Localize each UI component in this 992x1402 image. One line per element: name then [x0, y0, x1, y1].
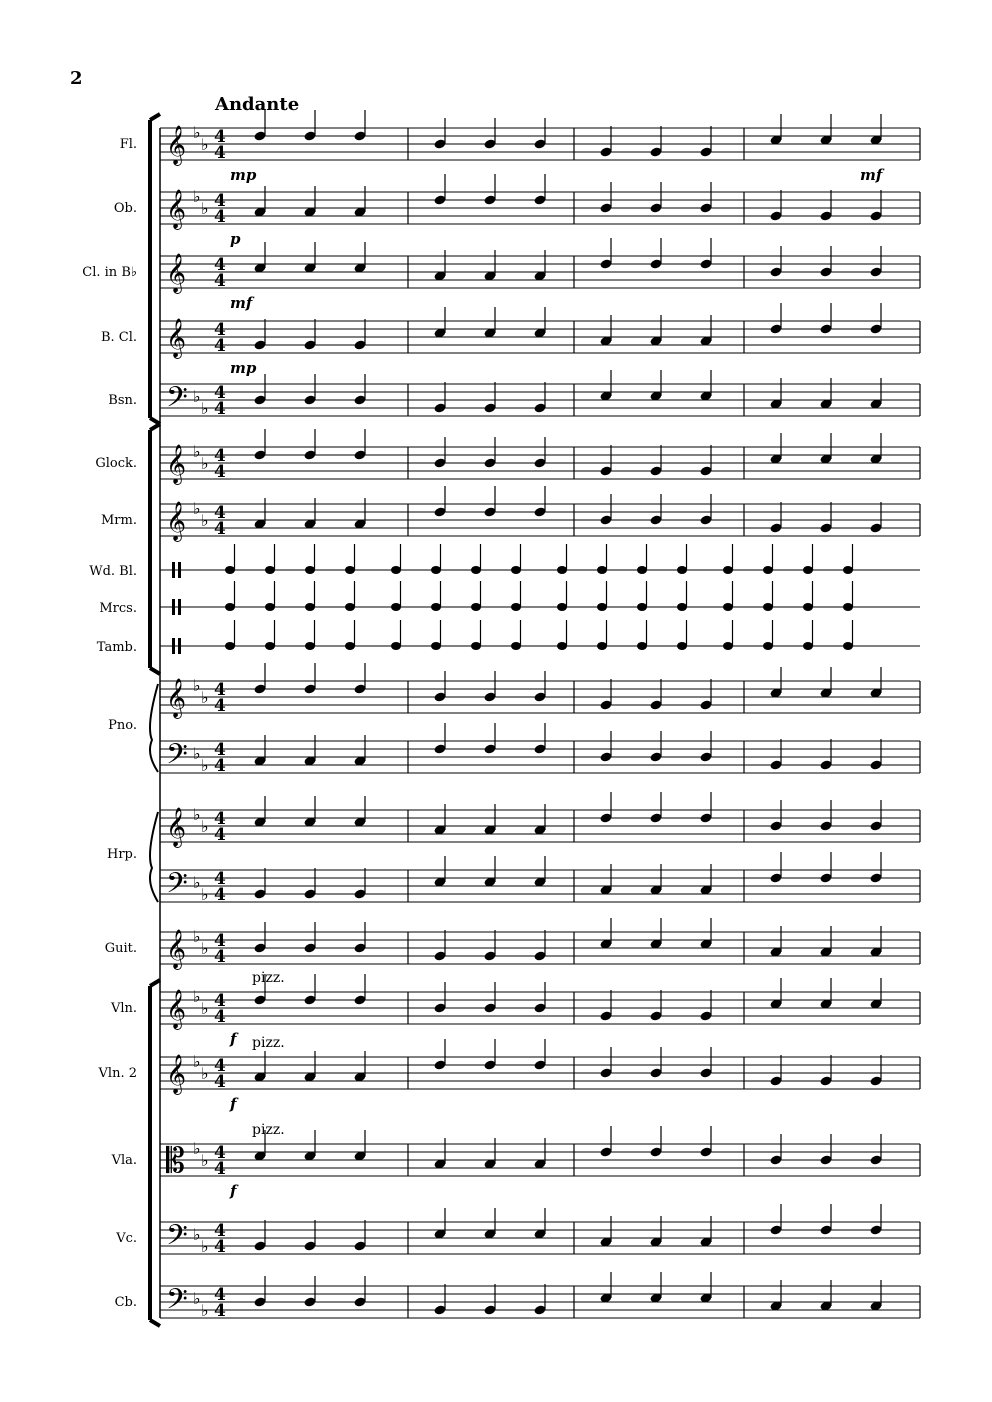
note-head [511, 566, 521, 574]
clef-symbol: 𝄞 [166, 1054, 187, 1094]
instrument-label: Vla. [111, 1153, 137, 1168]
time-signature-top: 4 [214, 320, 226, 340]
time-signature-top: 4 [214, 1221, 226, 1241]
note-head [345, 603, 355, 611]
dynamic-marking: p [230, 230, 241, 248]
percussion-clef [172, 638, 175, 654]
time-signature-top: 4 [214, 191, 226, 211]
time-signature-top: 4 [214, 931, 226, 951]
clef-symbol: 𝄞 [166, 807, 187, 847]
flat-sign: ♭ [193, 987, 201, 1006]
time-signature-top: 4 [214, 1143, 226, 1163]
instrument-label: Glock. [95, 456, 137, 471]
tempo-marking: Andante [215, 94, 300, 115]
percussion-clef [172, 599, 175, 615]
clef-symbol: 𝄞 [166, 678, 187, 718]
instrument-label: B. Cl. [100, 330, 137, 345]
note-head [431, 642, 441, 650]
flat-sign: ♭ [201, 756, 209, 775]
instrument-label: Tamb. [96, 640, 137, 655]
percussion-clef [172, 562, 175, 578]
note-head [265, 603, 275, 611]
note-head [471, 603, 481, 611]
note-head [723, 642, 733, 650]
note-head [723, 603, 733, 611]
note-head [225, 603, 235, 611]
flat-sign: ♭ [201, 688, 209, 707]
clef-symbol: 𝄞 [166, 929, 187, 969]
flat-sign: ♭ [201, 1237, 209, 1256]
flat-sign: ♭ [193, 1052, 201, 1071]
note-head [265, 566, 275, 574]
time-signature-bottom: 4 [214, 143, 226, 163]
technique-marking: pizz. [252, 970, 285, 986]
instrument-label: Pno. [108, 718, 137, 733]
clef-symbol: 𝄞 [166, 989, 187, 1029]
time-signature-bottom: 4 [214, 825, 226, 845]
note-head [803, 642, 813, 650]
note-head [637, 603, 647, 611]
note-head [511, 642, 521, 650]
note-head [225, 566, 235, 574]
time-signature-bottom: 4 [214, 1007, 226, 1027]
time-signature-top: 4 [214, 869, 226, 889]
clef-symbol: 𝄞 [166, 125, 187, 165]
instrument-label: Hrp. [106, 847, 137, 862]
technique-marking: pizz. [252, 1122, 285, 1138]
time-signature-top: 4 [214, 991, 226, 1011]
dynamic-marking: mf [860, 166, 883, 184]
time-signature-bottom: 4 [214, 756, 226, 776]
note-head [677, 566, 687, 574]
time-signature-bottom: 4 [214, 519, 226, 539]
flat-sign: ♭ [201, 199, 209, 218]
woodwind-bracket [150, 114, 160, 424]
time-signature-top: 4 [214, 809, 226, 829]
note-head [305, 642, 315, 650]
page-number: 2 [70, 68, 83, 89]
flat-sign: ♭ [201, 135, 209, 154]
note-head [597, 642, 607, 650]
clef-symbol: 𝄢 [166, 381, 188, 421]
clef-symbol: 𝄢 [166, 1283, 188, 1323]
flat-sign: ♭ [201, 999, 209, 1018]
flat-sign: ♭ [193, 442, 201, 461]
technique-marking: pizz. [252, 1035, 285, 1051]
note-head [557, 566, 567, 574]
note-head [677, 603, 687, 611]
time-signature-bottom: 4 [214, 399, 226, 419]
dynamic-marking: mp [230, 359, 257, 377]
instrument-label: Wd. Bl. [89, 564, 137, 579]
note-head [391, 642, 401, 650]
note-head [345, 566, 355, 574]
time-signature-top: 4 [214, 383, 226, 403]
note-head [557, 642, 567, 650]
note-head [597, 603, 607, 611]
clef-symbol: 𝄢 [166, 867, 188, 907]
instrument-label: Vc. [116, 1231, 137, 1246]
flat-sign: ♭ [193, 1225, 201, 1244]
note-head [305, 566, 315, 574]
dynamic-marking: f [230, 1095, 237, 1113]
time-signature-top: 4 [214, 680, 226, 700]
clef-symbol: 𝄢 [166, 1219, 188, 1259]
flat-sign: ♭ [201, 1301, 209, 1320]
time-signature-bottom: 4 [214, 1072, 226, 1092]
clef-symbol: 𝄡 [166, 1141, 185, 1181]
note-head [511, 603, 521, 611]
time-signature-bottom: 4 [214, 696, 226, 716]
note-head [843, 603, 853, 611]
instrument-label: Cb. [114, 1295, 137, 1310]
time-signature-top: 4 [214, 1285, 226, 1305]
note-head [843, 566, 853, 574]
note-head [471, 642, 481, 650]
time-signature-top: 4 [214, 127, 226, 147]
note-head [763, 603, 773, 611]
percussion-clef [178, 562, 181, 578]
note-head [557, 603, 567, 611]
clef-symbol: 𝄞 [166, 501, 187, 541]
flat-sign: ♭ [201, 939, 209, 958]
time-signature-bottom: 4 [214, 271, 226, 291]
clef-symbol: 𝄞 [166, 318, 187, 358]
time-signature-bottom: 4 [214, 336, 226, 356]
dynamic-marking: f [230, 1182, 237, 1200]
clef-symbol: 𝄞 [166, 253, 187, 293]
flat-sign: ♭ [193, 387, 201, 406]
time-signature-bottom: 4 [214, 1301, 226, 1321]
dynamic-marking: f [230, 1030, 237, 1048]
flat-sign: ♭ [193, 676, 201, 695]
time-signature-bottom: 4 [214, 947, 226, 967]
dynamic-marking: mp [230, 166, 257, 184]
note-head [723, 566, 733, 574]
note-head [431, 603, 441, 611]
time-signature-bottom: 4 [214, 207, 226, 227]
note-head [803, 603, 813, 611]
note-head [803, 566, 813, 574]
time-signature-bottom: 4 [214, 1237, 226, 1257]
clef-symbol: 𝄞 [166, 189, 187, 229]
instrument-label: Mrcs. [99, 601, 137, 616]
flat-sign: ♭ [193, 927, 201, 946]
note-head [843, 642, 853, 650]
note-head [677, 642, 687, 650]
note-head [391, 566, 401, 574]
note-head [225, 642, 235, 650]
time-signature-bottom: 4 [214, 1159, 226, 1179]
note-head [391, 603, 401, 611]
flat-sign: ♭ [201, 399, 209, 418]
time-signature-top: 4 [214, 740, 226, 760]
flat-sign: ♭ [201, 1151, 209, 1170]
note-head [763, 642, 773, 650]
time-signature-top: 4 [214, 1056, 226, 1076]
instrument-label: Fl. [119, 137, 137, 152]
instrument-label: Bsn. [108, 393, 137, 408]
time-signature-top: 4 [214, 446, 226, 466]
harp-brace [150, 812, 158, 902]
note-head [637, 566, 647, 574]
time-signature-top: 4 [214, 503, 226, 523]
clef-symbol: 𝄞 [166, 444, 187, 484]
flat-sign: ♭ [193, 187, 201, 206]
percussion-bracket [150, 424, 160, 674]
flat-sign: ♭ [201, 511, 209, 530]
instrument-label: Guit. [104, 941, 137, 956]
flat-sign: ♭ [193, 744, 201, 763]
flat-sign: ♭ [193, 873, 201, 892]
percussion-clef [178, 638, 181, 654]
flat-sign: ♭ [201, 454, 209, 473]
instrument-label: Ob. [113, 201, 137, 216]
note-head [763, 566, 773, 574]
note-head [345, 642, 355, 650]
time-signature-bottom: 4 [214, 462, 226, 482]
time-signature-top: 4 [214, 255, 226, 275]
flat-sign: ♭ [193, 1139, 201, 1158]
flat-sign: ♭ [193, 123, 201, 142]
flat-sign: ♭ [201, 817, 209, 836]
note-head [471, 566, 481, 574]
dynamic-marking: mf [230, 294, 253, 312]
flat-sign: ♭ [193, 1289, 201, 1308]
note-head [431, 566, 441, 574]
clef-symbol: 𝄢 [166, 738, 188, 778]
instrument-label: Vln. [110, 1001, 137, 1016]
strings-bracket [150, 980, 160, 1326]
time-signature-bottom: 4 [214, 885, 226, 905]
note-head [597, 566, 607, 574]
instrument-label: Cl. in B♭ [82, 265, 137, 280]
instrument-label: Mrm. [101, 513, 137, 528]
instrument-label: Vln. 2 [98, 1066, 137, 1081]
piano-brace [150, 684, 158, 772]
flat-sign: ♭ [201, 885, 209, 904]
note-head [265, 642, 275, 650]
note-head [637, 642, 647, 650]
flat-sign: ♭ [201, 1064, 209, 1083]
percussion-clef [178, 599, 181, 615]
flat-sign: ♭ [193, 499, 201, 518]
flat-sign: ♭ [193, 805, 201, 824]
note-head [305, 603, 315, 611]
